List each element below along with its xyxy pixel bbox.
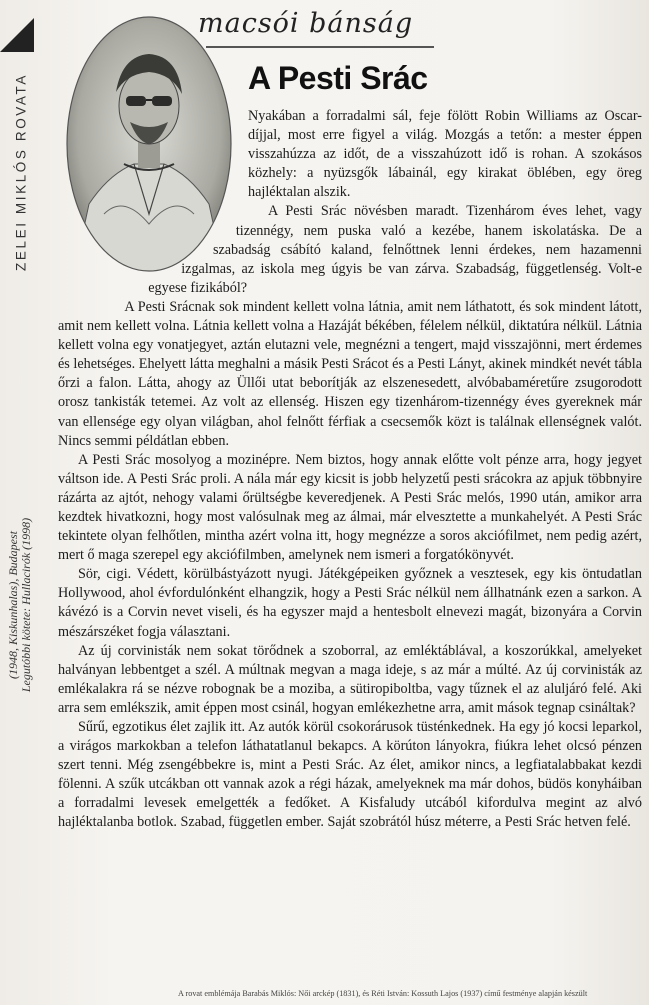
paragraph: A Pesti Srác mosolyog a mozinépre. Nem biztos, hogy annak előtte volt pénze arra, hogy jegyet váltson ide. A Pesti Srác proli. A nála már egy kicsit is jobb helyzetű pesti srácokra az apjuk többnyire rázárta az ajtót, nehogy valami őrültségbe keveredjenek. A Pesti Srác melós, 1990 után, amikor arra kezdtek hivatkozni, hogy most valósulnak meg az álmai, már elvesztette a munkahelyét. A Pesti Srác tekintete olyan felhőtlen, mintha azért volna itt, hogy megnézze a soros akciófilmet, nem pedig azért, mert ő maga szerepel egy akciófilmben, amelynek nem ismeri a forgatókönyvét. xyxy=(58,451,642,564)
paragraph: A Pesti Srácnak sok mindent kellett volna látnia, amit nem láthatott, és sok mindent látott, amit nem kellett volna. Látnia kellett volna a Hazáját békében, félelem nélkül, diktatúra nélkül. Látnia kellett volna egy vonatjegyet, aztán elutazni vele, megnézni a tengert, majd visszajönni, mert érdemes és lehetséges. Ehelyett látta meghalni a másik Pesti Srácot és a Pesti Lányt, akinek mindkét nevét tábla őrzi a falon. Látta, ahogy az Üllői utat beborítják az elszenesedett, alvóbabaméretűre zsugorodott orosz tankisták tetemei. Az volt az ellenség. Hiszen egy tizenhárom-tizennégy éves gyereknek már van ellensége egy olyan világban, ahol felnőtt férfiak a csecsemők közt is találnak ellenségnek valót. Nincs semmi példátlan ebben. xyxy=(58,298,642,449)
column-label-underline xyxy=(206,46,434,48)
article-body xyxy=(58,107,642,833)
author-bio-line-2: Legutóbbi kötete: Hullacirók (1998) xyxy=(19,517,33,693)
author-bio-line-1: (1948, Kiskunhalas), Budapest xyxy=(6,531,20,680)
paragraph: Sör, cigi. Védett, körülbástyázott nyugi. Játékgépeiken győznek a vesztesek, egy kis öntudatlan Hollywood, ahol évfordulónként elhangzik, hogy a Pesti Srác nélkül nem állhatnánk ezen a sarkon. A kávézó is a Corvin nevet viseli, és ha egyszer majd a hentesbolt elnevezi magát, bizonyára a Corvin mészárszéket fogja választani. xyxy=(58,566,642,640)
paragraph: Nyakában a forradalmi sál, feje fölött Robin Williams az Oscar-díjjal, most erre figyel a világ. Mozgás a tetőn: a mester éppen visszahúzza az időt, de a visszahúzott idő is rohan. A szokásos közhely: a nyüzsgők lábainál, egy kirakat öblében, egy öreg hajléktalan alszik. xyxy=(248,108,642,201)
paragraph: Az új corvinisták nem sokat törődnek a szoborral, az emléktáblával, a koszorúkkal, amelyeket halványan lebbentget a szél. A múltnak megvan a maga ideje, s az már a múlté. Az új corvinisták az emlékalakra rá se nézve robognak be a moziba, a sütiropiboltba, vagy tűznek el az aluljáró felé. Aki arra sem emlékszik, amit éppen most csinál, hogyan emlékezhetne arra, amit mások tegnap csináltak? xyxy=(58,642,642,716)
author-bio-vertical xyxy=(8,470,32,740)
corner-triangle-mark xyxy=(0,18,34,52)
paragraph: A Pesti Srác növésben maradt. Tizenhárom éves lehet, vagy tizennégy, nem puska való a kezébe, hanem iskolatáska. De a szabadság csábító kaland, felnőttnek lenni érdekes, nem hazamenni izgalmas, az iskola meg úgyis be van zárva. Szabadság, függetlenség. Volt-e egyese fizikából? xyxy=(148,203,642,296)
emblem-credit-footnote: A rovat emblémája Barabás Miklós: Női arckép (1831), és Réti István: Kossuth Lajos (1937) című festménye alapján készült xyxy=(178,989,588,998)
column-author-vertical xyxy=(6,62,36,282)
column-label xyxy=(198,8,438,60)
column-label-text: macsói bánság xyxy=(198,8,414,39)
author-bio-text xyxy=(7,518,33,692)
column-author-text: ZELEI MIKLÓS ROVATA xyxy=(13,73,29,271)
article-title: A Pesti Srác xyxy=(248,60,428,96)
paragraph: Sűrű, egzotikus élet zajlik itt. Az autók körül csokorárusok tüsténkednek. Ha egy jó kocsi leparkol, a virágos markokban a telefon láthatatlanul bekapcs. A körúton lányokra, fiúkra lehet olcsó pénzen szert tenni. Még zsengébbekre is, mint a Pesti Srác. Az élet, amikor nincs, a legfiatalabbakat kezdi fölenni. A szűk utcákban ott vannak azok a régi házak, amelyeknek ma már dohos, büdös konyháiban a forradalmi levesek emelgették a fedőket. A Kisfaludy utcából kifordulva megint az alvó hajléktalanba botlok. Szabad, független ember. Saját szobrától húsz méterre, a Pesti Srác hetven felé. xyxy=(58,719,642,831)
